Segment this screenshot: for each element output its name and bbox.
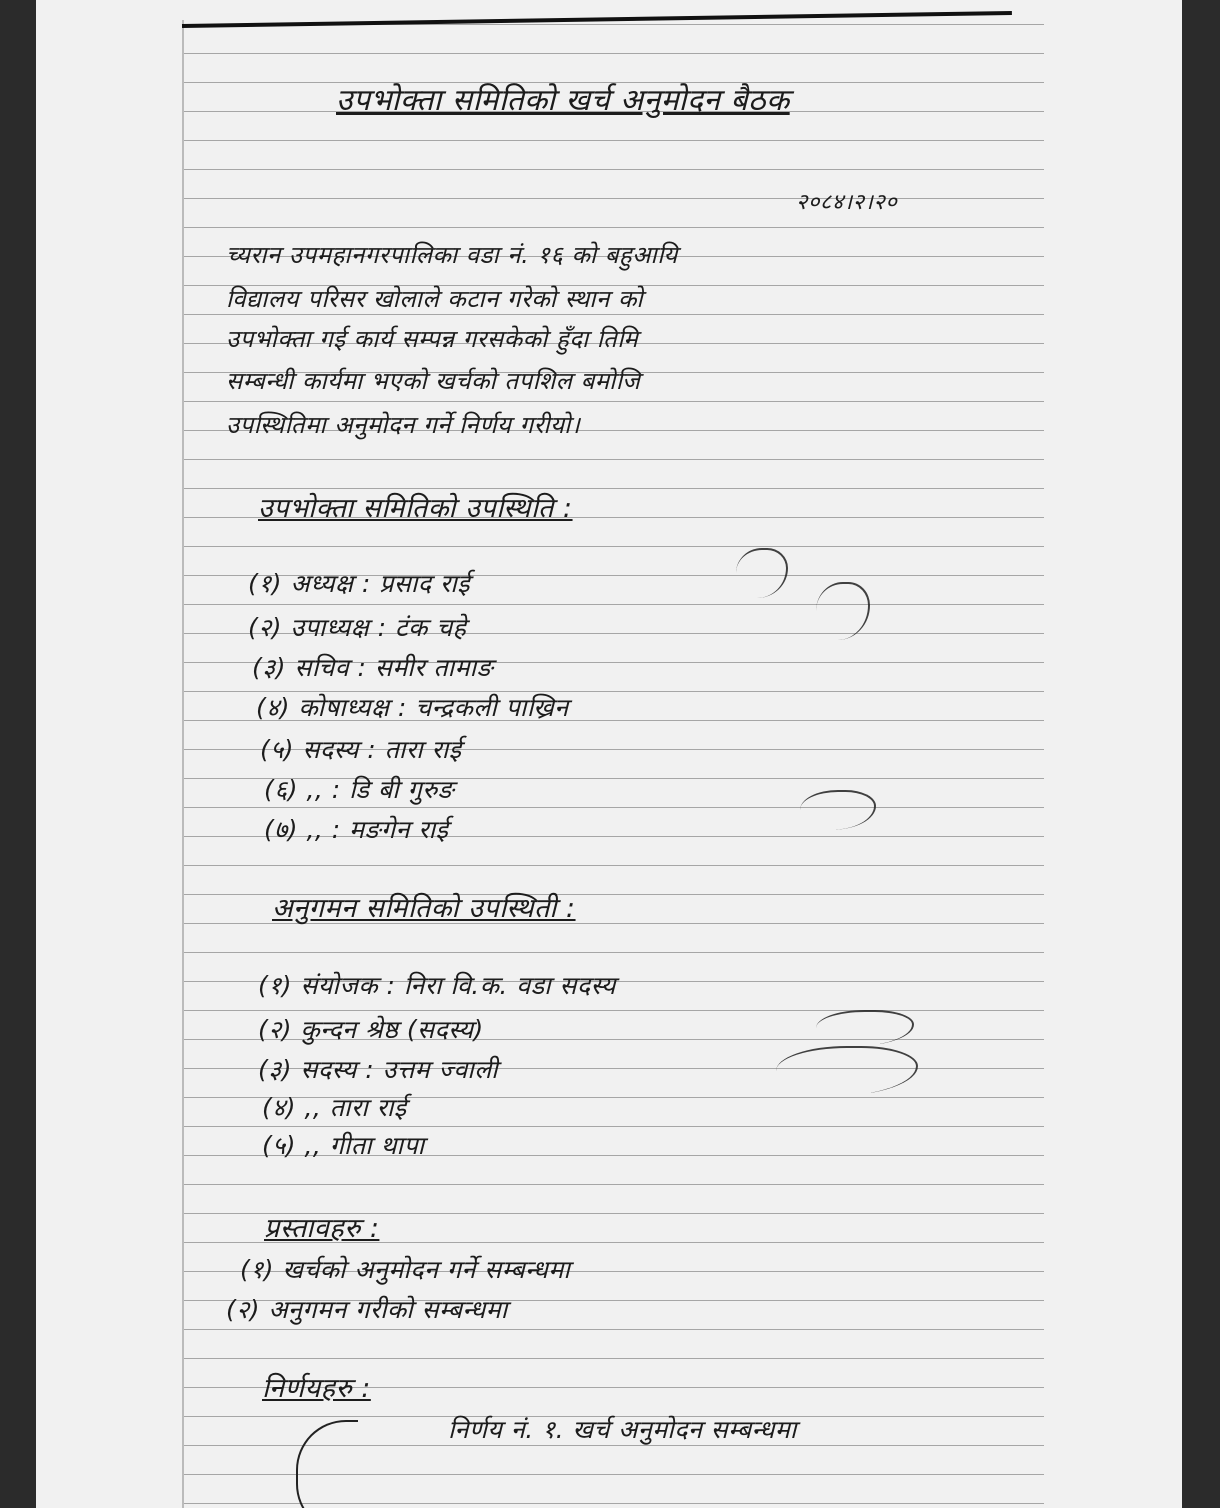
proposals-heading: प्रस्तावहरु :	[264, 1213, 380, 1244]
committee-heading: उपभोक्ता समितिको उपस्थिति :	[258, 493, 573, 524]
decisions-heading: निर्णयहरु :	[262, 1373, 371, 1404]
proposal-item: (१) खर्चको अनुमोदन गर्ने सम्बन्धमा	[240, 1255, 571, 1284]
committee-member: (२) उपाध्यक्ष : टंक चहे	[248, 613, 467, 642]
monitoring-member: (१) संयोजक : निरा वि.क. वडा सदस्य	[258, 971, 616, 1000]
committee-member: (६) ,, : डि बी गुरुङ	[264, 775, 455, 804]
intro-line: उपस्थितिमा अनुमोदन गर्ने निर्णय गरीयो।	[226, 411, 581, 439]
scan-edge-right	[1182, 0, 1220, 1508]
intro-line: विद्यालय परिसर खोलाले कटान गरेको स्थान को	[226, 285, 644, 313]
document-title: उपभोक्ता समितिको खर्च अनुमोदन बैठक	[336, 83, 790, 118]
notebook-page	[36, 0, 1182, 1508]
meeting-date: २०८४।२।२०	[796, 190, 898, 215]
monitoring-member: (२) कुन्दन श्रेष्ठ (सदस्य)	[258, 1015, 484, 1044]
intro-line: च्यरान उपमहानगरपालिका वडा नं. १६ को बहुआयि	[226, 241, 678, 269]
margin-line	[182, 20, 184, 1508]
committee-member: (१) अध्यक्ष : प्रसाद राई	[248, 569, 470, 598]
monitoring-member: (५) ,, गीता थापा	[262, 1131, 425, 1160]
monitoring-member: (४) ,, तारा राई	[262, 1093, 407, 1122]
intro-line: सम्बन्धी कार्यमा भएको खर्चको तपशिल बमोजि	[226, 367, 641, 395]
committee-member: (३) सचिव : समीर तामाङ	[252, 653, 493, 682]
committee-member: (४) कोषाध्यक्ष : चन्द्रकली पाख्रिन	[256, 693, 569, 722]
committee-member: (५) सदस्य : तारा राई	[260, 735, 462, 764]
monitoring-member: (३) सदस्य : उत्तम ज्वाली	[258, 1055, 499, 1084]
proposal-item: (२) अनुगमन गरीको सम्बन्धमा	[226, 1295, 508, 1324]
committee-member: (७) ,, : मङगेन राई	[264, 815, 449, 844]
monitoring-heading: अनुगमन समितिको उपस्थिती :	[272, 893, 576, 924]
intro-line: उपभोक्ता गई कार्य सम्पन्न गरसकेको हुँदा तिमि	[226, 325, 639, 353]
scan-edge-left	[0, 0, 36, 1508]
decision-item: निर्णय नं. १. खर्च अनुमोदन सम्बन्धमा	[448, 1415, 797, 1444]
